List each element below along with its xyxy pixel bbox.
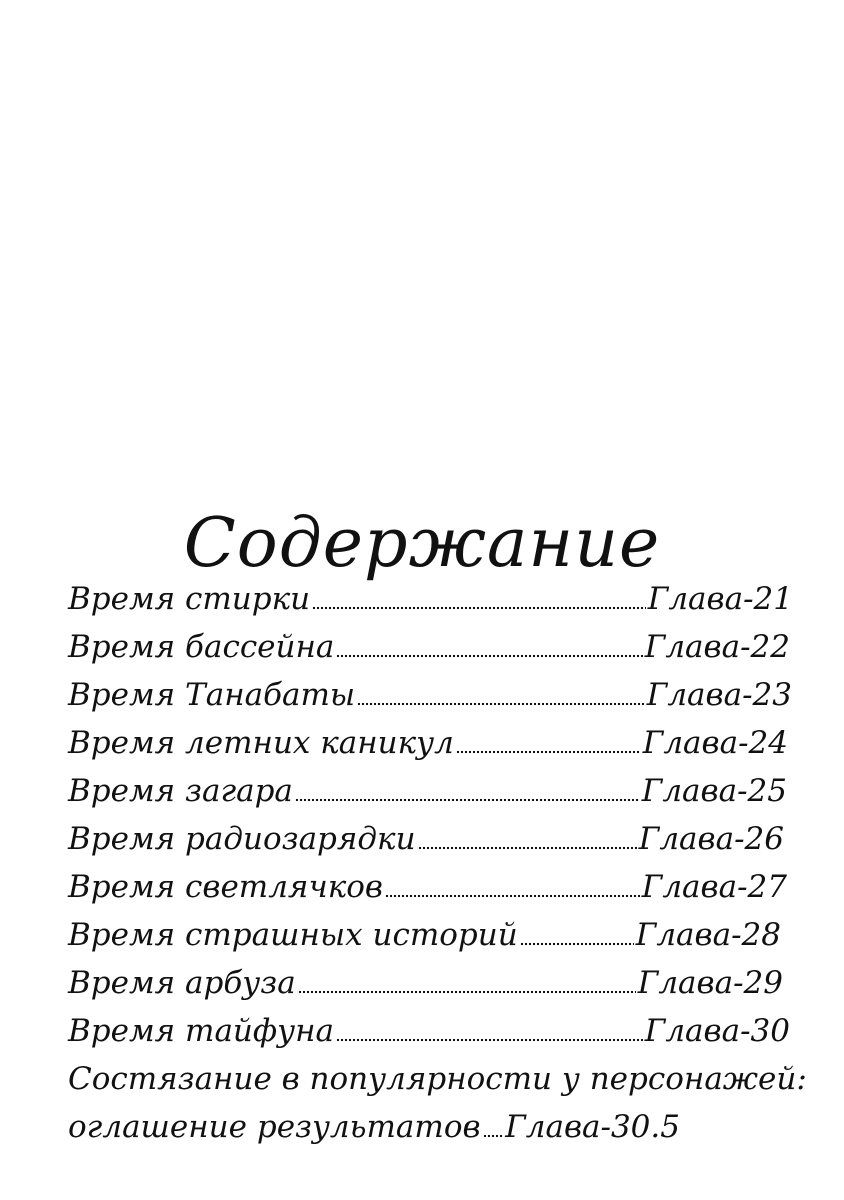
toc-entry bbox=[68, 719, 788, 767]
leader-dots bbox=[456, 750, 641, 754]
toc-entry-title: Время арбуза bbox=[68, 965, 296, 1001]
leader-dots bbox=[312, 606, 646, 610]
leader-dots bbox=[357, 702, 645, 706]
leader-dots bbox=[483, 1134, 504, 1138]
toc-entry-title: Время тайфуна bbox=[68, 1013, 335, 1049]
toc-entry-title: Время светлячков bbox=[68, 869, 383, 905]
toc-entry-multiline-second-line bbox=[68, 1103, 680, 1151]
toc-entry bbox=[68, 863, 787, 911]
toc-entry-chapter: Глава-30.5 bbox=[505, 1109, 680, 1145]
toc-entry-title: Состязание в популярности у персонажей: bbox=[68, 1061, 807, 1097]
toc-entry-title: Время стирки bbox=[68, 581, 311, 617]
toc-entry-chapter: Глава-21 bbox=[647, 581, 793, 617]
toc-entry bbox=[68, 959, 783, 1007]
toc-entry-title: Время радиозарядки bbox=[68, 821, 416, 857]
toc-entry-title: Время загара bbox=[68, 773, 293, 809]
toc-entry-title: Время летних каникул bbox=[68, 725, 454, 761]
leader-dots bbox=[336, 654, 642, 658]
toc-entry bbox=[68, 575, 793, 623]
toc-entry-title: Время страшных историй bbox=[68, 917, 518, 953]
toc-entry-chapter: Глава-22 bbox=[644, 629, 790, 665]
toc-list bbox=[68, 575, 808, 1151]
leader-dots bbox=[295, 798, 640, 802]
toc-entry-multiline-first-line bbox=[68, 1055, 807, 1103]
toc-entry-title: Время бассейна bbox=[68, 629, 335, 665]
toc-entry-chapter: Глава-27 bbox=[641, 869, 787, 905]
leader-dots bbox=[520, 942, 634, 946]
toc-entry bbox=[68, 911, 781, 959]
leader-dots bbox=[298, 990, 636, 994]
toc-entry bbox=[68, 623, 790, 671]
toc-entry-chapter: Глава-24 bbox=[642, 725, 788, 761]
leader-dots bbox=[336, 1038, 643, 1042]
toc-entry-title: Время Танабаты bbox=[68, 677, 356, 713]
toc-entry-chapter: Глава-29 bbox=[637, 965, 783, 1001]
toc-entry bbox=[68, 767, 787, 815]
leader-dots bbox=[418, 846, 637, 850]
toc-entry bbox=[68, 815, 784, 863]
leader-dots bbox=[385, 894, 640, 898]
toc-entry-title-continuation: оглашение результатов bbox=[68, 1109, 481, 1145]
toc-entry-chapter: Глава-28 bbox=[635, 917, 781, 953]
toc-entry-chapter: Глава-25 bbox=[641, 773, 787, 809]
toc-entry bbox=[68, 671, 792, 719]
toc-entry-chapter: Глава-26 bbox=[638, 821, 784, 857]
toc-entry bbox=[68, 1007, 790, 1055]
page-title: Содержание bbox=[183, 503, 661, 583]
toc-entry-chapter: Глава-23 bbox=[646, 677, 792, 713]
toc-entry-chapter: Глава-30 bbox=[644, 1013, 790, 1049]
